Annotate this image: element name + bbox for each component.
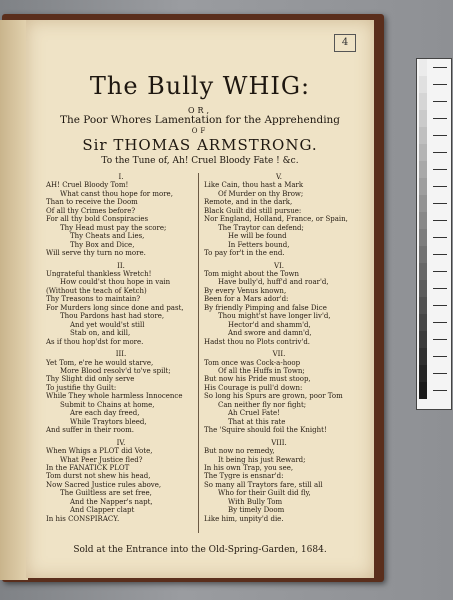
scale-band [419,76,427,93]
verse-line: In the FANATICK PLOT [46,463,130,472]
scale-band [419,263,427,280]
stanza-number: IV. [116,438,126,447]
stanza-number: VI. [273,261,285,270]
verse-line: Thy Box and Dice, [70,240,135,249]
scale-tick [433,169,447,170]
title-line3: Sir THOMAS ARMSTRONG. [82,136,318,154]
verse-line: The Guiltless are set free, [60,489,152,498]
verse-line: Like him, unpity'd die. [204,514,284,523]
stanza-number: VIII. [271,438,287,447]
scale-tick [433,254,447,255]
column-divider [198,173,199,533]
scale-band [419,382,427,399]
verse-line: That at this rate [228,417,286,426]
verse-line: Are each day freed, [70,409,140,418]
verse-line: (Without the teach of Ketch) [46,286,147,295]
title-of: OF [191,127,209,135]
verse-line: Can neither fly nor fight; [218,400,307,409]
verse-line: Of all thy Crimes before? [46,206,136,215]
scale-band [419,127,427,144]
scale-tick [433,186,447,187]
verse-line: AH! Cruel Bloody Tom! [46,181,129,190]
title-line1: The Bully WHIG: [89,72,311,100]
scale-tick [433,84,447,85]
verse-line: By friendly Pimping and false Dice [204,303,327,312]
verse-line: By timely Doom [228,506,285,515]
verse-line: And yet would'st still [70,320,145,329]
scale-tick [433,390,447,391]
imprint-line: Sold at the Entrance into the Old-Spring-Garden, 1684. [73,545,327,555]
stanza-number: III. [115,350,127,359]
scale-band [419,280,427,297]
stanza-number: V. [275,173,283,181]
verse-line: With Bully Tom [228,497,283,506]
verse-line: And swore and damn'd, [228,329,312,338]
verse-line: Of all the Huffs in Town; [218,366,305,375]
verse-line: To justifie thy Guilt: [46,383,117,392]
verse-line: Thy Treasons to maintain? [46,295,141,304]
verse-line: In Fetters bound, [228,240,290,249]
verse-line: Who for their Guilt did fly, [218,489,311,498]
verse-line: The Tygre is ensnar'd: [204,472,284,481]
scale-band [419,348,427,365]
scale-tick [433,101,447,102]
verse-line: What canst thou hope for more, [60,189,173,198]
stanza-number: II. [117,261,125,270]
page-number: 4 [334,34,356,52]
scale-tick [433,288,447,289]
verse-line: Now Sacred Justice rules above, [46,480,162,489]
verse-line: Tom durst not shew his head, [46,472,151,481]
verse-line: But now no remedy, [204,447,275,456]
verse-line: Thy Slight did only serve [46,375,135,384]
verse-line: Yet Tom, e're he would starve, [46,358,154,367]
verse-line: Tom might about the Town [204,269,300,278]
verse-line: Thou might'st have longer liv'd, [218,312,331,321]
verse-line: And Clapper clapt [70,506,135,515]
scale-tick [433,339,447,340]
verse-line: Thy Head must pay the score; [60,223,167,232]
verse-line: Ungrateful thankless Wretch! [46,269,152,278]
scale-band [419,178,427,195]
verse-line: Tom once was Cock-a-hoop [204,358,301,367]
verse-line: Like Cain, thou hast a Mark [204,181,304,190]
left-page-edge [0,20,28,580]
verse-line: Hector'd and shamm'd, [228,320,311,329]
verse-line: The Traytor can defend; [218,223,304,232]
scale-band [419,246,427,263]
scale-band [419,144,427,161]
verse-line: Ah Cruel Fate! [228,409,280,418]
verse-line: How could'st thou hope in vain [60,278,171,287]
scale-band [419,229,427,246]
scale-band [419,365,427,382]
verse-line: His Courage is pull'd down: [204,383,303,392]
scale-band [419,297,427,314]
scale-tick [433,237,447,238]
verse-line: And suffer in their room. [46,426,134,435]
verse-line: For all thy bold Conspiracies [46,215,149,224]
verse-line: Been for a Mars ador'd: [204,295,289,304]
verse-line: Remote, and in the dark, [204,198,293,207]
verse-line: Hadst thou no Plots contriv'd. [204,337,311,346]
verse-line: While Traytors bleed, [70,417,147,426]
scale-tick [433,305,447,306]
scale-band [419,212,427,229]
scale-band [419,110,427,127]
scale-band [419,59,427,76]
scale-tick [433,135,447,136]
title-or: OR, [187,106,213,115]
verse-line: While They whole harmless Innocence [46,392,183,401]
verse-line: Black Guilt did still pursue: [204,206,302,215]
verse-line: To pay for't in the end. [204,249,285,258]
verse-line: He will be found [228,232,287,241]
scale-band [419,331,427,348]
scale-tick [433,67,447,68]
verse-line: But now his Pride must stoop, [204,375,311,384]
verse-line: Than to receive the Doom [46,198,138,207]
verse-line: The 'Squire should foil the Knight! [204,426,327,435]
verse-line: Thou Pardons hast had store, [60,312,165,321]
verse-line: In his own Trap, you see, [204,463,294,472]
verse-line: What Peer Justice fled? [60,455,143,464]
stanza-number: VII. [272,350,286,359]
scale-band [419,161,427,178]
scale-band [419,314,427,331]
verse-line: Have bully'd, huff'd and roar'd, [218,278,329,287]
verse-line: It being his just Reward; [218,455,306,464]
document-page [26,20,374,578]
tune-line: To the Tune of, Ah! Cruel Bloody Fate ! &c. [101,156,299,166]
scale-band [419,195,427,212]
scale-tick [433,322,447,323]
stanza-number: I. [118,173,124,181]
scale-tick [433,356,447,357]
title-line2: The Poor Whores Lamentation for the Apprehending [59,114,341,126]
scale-tick [433,373,447,374]
verse-line: More Blood resolv'd to've spilt; [60,366,171,375]
verse-line: For Murders long since done and past, [46,303,184,312]
verse-line: When Whigs a PLOT did Vote, [46,447,153,456]
verse-line: Thy Cheats and Lies, [70,232,145,241]
scale-tick [433,118,447,119]
left-column [46,173,196,523]
scale-tick [433,220,447,221]
scale-tick [433,203,447,204]
verse-line: And the Napper's napt, [70,497,153,506]
verse-line: In his CONSPIRACY. [46,514,120,523]
verse-line: Submit to Chains at home, [60,400,155,409]
color-scale-ruler [416,58,452,410]
verse-line: Of Murder on thy Brow; [218,189,304,198]
verse-line: So many all Traytors fare, still all [204,480,323,489]
verse-line: Nor England, Holland, France, or Spain, [204,215,348,224]
scale-band [419,93,427,110]
verse-line: Will serve thy turn no more. [46,249,146,258]
verse-line: By every Venus known, [204,286,287,295]
scale-tick [433,152,447,153]
verse-line: As if thou hop'dst for more. [46,337,144,346]
right-column [204,173,354,523]
verse-line: Stab on, and kill, [70,329,131,338]
verse-line: So long his Spurs are grown, poor Tom [204,392,343,401]
scale-tick [433,271,447,272]
